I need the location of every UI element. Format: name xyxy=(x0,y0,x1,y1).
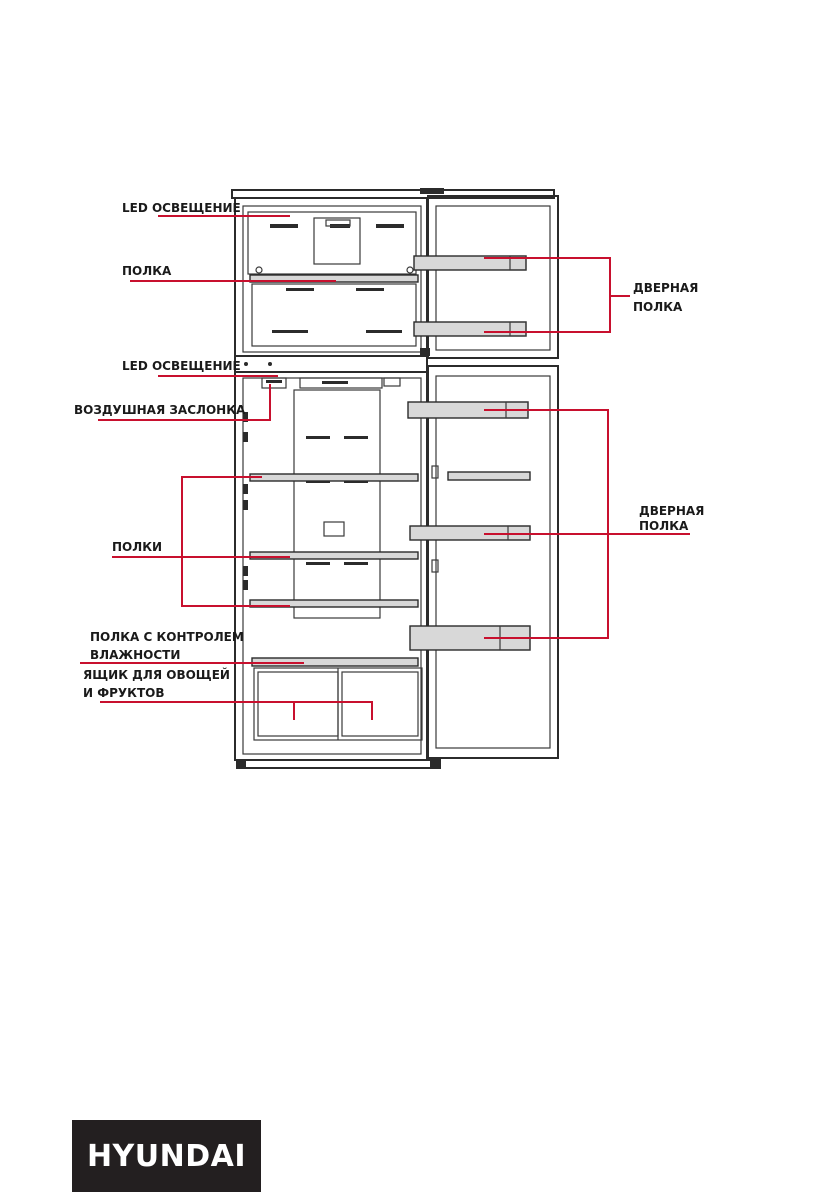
hyundai-logo xyxy=(72,1120,261,1192)
hyundai-logo-text: HYUNDAI xyxy=(86,1138,247,1174)
label-air-damper: ВОЗДУШНАЯ ЗАСЛОНКА xyxy=(74,403,246,417)
leader-lines xyxy=(80,216,690,720)
label-humidity-shelf-line1: ПОЛКА С КОНТРОЛЕМ xyxy=(90,630,244,644)
label-shelf: ПОЛКА xyxy=(122,264,172,278)
label-door-shelf-bottom-line1: ДВЕРНАЯ xyxy=(639,504,705,518)
fresh-food-door xyxy=(408,366,558,758)
label-led-middle: LED ОСВЕЩЕНИЕ xyxy=(122,359,241,373)
freezer-door xyxy=(414,196,558,358)
freezer-interior xyxy=(248,212,418,346)
label-crisper-line1: ЯЩИК ДЛЯ ОВОЩЕЙ xyxy=(83,668,230,682)
label-door-shelf-bottom-line2: ПОЛКА xyxy=(639,519,689,533)
label-led-top: LED ОСВЕЩЕНИЕ xyxy=(122,201,241,215)
fresh-food-interior xyxy=(243,378,422,740)
label-door-shelf-top-line2: ПОЛКА xyxy=(633,300,683,314)
label-humidity-shelf-line2: ВЛАЖНОСТИ xyxy=(90,648,181,662)
label-shelves: ПОЛКИ xyxy=(112,540,163,554)
label-crisper-line2: И ФРУКТОВ xyxy=(83,686,165,700)
label-door-shelf-top-line1: ДВЕРНАЯ xyxy=(633,281,699,295)
